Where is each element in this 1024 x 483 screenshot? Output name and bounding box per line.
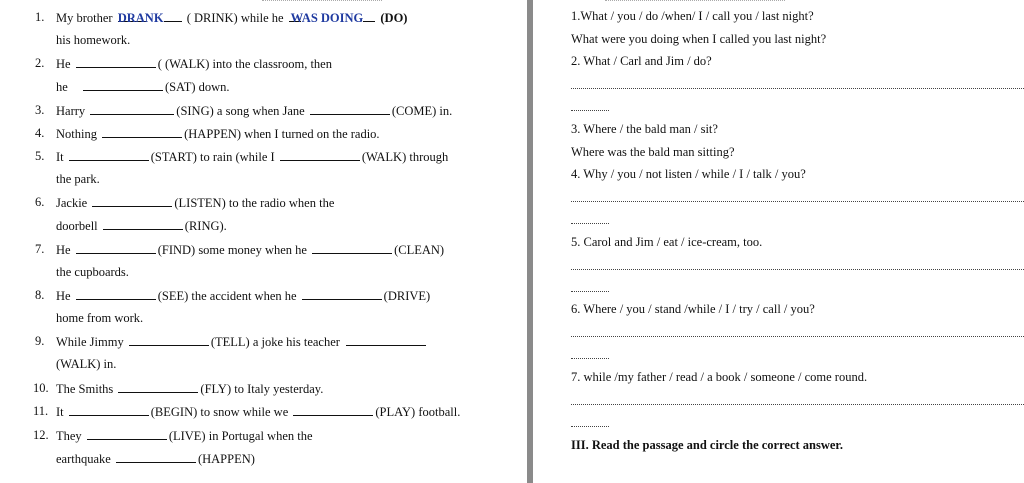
- item-number: 7.: [35, 242, 45, 256]
- answer-blank: [69, 404, 149, 416]
- item-text: He: [56, 57, 74, 71]
- item-text: his homework.: [56, 33, 131, 47]
- item-text: My brother: [56, 11, 116, 25]
- item-text: (BEGIN) to snow while we: [150, 405, 292, 419]
- answer-blank: [363, 10, 375, 22]
- prompt-2: 2. What / Carl and Jim / do?: [571, 54, 712, 68]
- answer-dotted-line: [571, 269, 1024, 270]
- answer-blank: [164, 10, 182, 22]
- item-text: ( (WALK) into the classroom, then: [157, 57, 332, 71]
- answer-blank: [102, 126, 182, 138]
- prompt-4: 4. Why / you / not listen / while / I / talk / you?: [571, 167, 806, 181]
- item-text: Nothing: [56, 127, 101, 141]
- item-number: 4.: [35, 126, 45, 140]
- item-text: It: [56, 405, 67, 419]
- answer-blank: [103, 218, 183, 230]
- prompt-5: 5. Carol and Jim / eat / ice-cream, too.: [571, 235, 763, 249]
- answer-dotted-line-short: [571, 291, 609, 292]
- answer-blank: [87, 428, 167, 440]
- item-text: he: [56, 80, 71, 94]
- answer-dotted-line-short: [571, 358, 609, 359]
- item-text: (WALK) through: [361, 150, 449, 164]
- prompt-1: 1.What / you / do /when/ I / call you / last night?: [571, 9, 814, 23]
- item-text: While Jimmy: [56, 335, 127, 349]
- answer-blank: [310, 103, 390, 115]
- answer-blank: [346, 334, 426, 346]
- answer-blank: [83, 79, 163, 91]
- item-text: home from work.: [56, 311, 144, 325]
- item-text: (DRIVE): [383, 289, 431, 303]
- answer-dotted-line: [571, 88, 1024, 89]
- item-text: (LIVE) in Portugal when the: [168, 429, 313, 443]
- answer-blank: [92, 195, 172, 207]
- item-text: They: [56, 429, 85, 443]
- item-number: 5.: [35, 149, 45, 163]
- item-text: He: [56, 289, 74, 303]
- item-text: He: [56, 243, 74, 257]
- answer-blank: [69, 149, 149, 161]
- item-text: (HAPPEN): [197, 452, 255, 466]
- item-number: 8.: [35, 288, 45, 302]
- item-text: earthquake: [56, 452, 114, 466]
- answer-dotted-line: [571, 404, 1024, 405]
- item-number: 11.: [33, 404, 49, 418]
- answer-dotted-line-short: [571, 426, 609, 427]
- answer-blank: [76, 288, 156, 300]
- answer-blank: [116, 451, 196, 463]
- item-number: 3.: [35, 103, 45, 117]
- item-text: It: [56, 150, 67, 164]
- item-text: Jackie: [56, 196, 91, 210]
- item-text: The Smiths: [56, 382, 117, 396]
- item-number: 6.: [35, 195, 45, 209]
- item-text: the park.: [56, 172, 100, 186]
- answer-blank: [90, 103, 174, 115]
- item-number: 12.: [33, 428, 49, 442]
- item-text: Harry: [56, 104, 89, 118]
- answer-dotted-line: [571, 201, 1024, 202]
- item-text: (SEE) the accident when he: [157, 289, 300, 303]
- prompt-7: 7. while /my father / read / a book / someone / come round.: [571, 370, 868, 384]
- item-text: (HAPPEN) when I turned on the radio.: [184, 127, 380, 141]
- top-dotted-remnant-left: [262, 0, 382, 1]
- answer-blank: [293, 404, 373, 416]
- filled-answer-was-doing: WAS DOING: [290, 11, 364, 25]
- item-text: (PLAY) football.: [375, 405, 461, 419]
- answer-blank: [76, 56, 156, 68]
- item-number: 2.: [35, 56, 45, 70]
- filled-answer-drank: DRANK: [117, 11, 164, 25]
- prompt-3: 3. Where / the bald man / sit?: [571, 122, 718, 136]
- item-text: (LISTEN) to the radio when the: [174, 196, 335, 210]
- item-text: (SAT) down.: [164, 80, 230, 94]
- answer-blank: [118, 381, 198, 393]
- answer-blank: [76, 242, 156, 254]
- item-text: (RING).: [184, 219, 227, 233]
- item-number: 9.: [35, 334, 45, 348]
- item-text: doorbell: [56, 219, 101, 233]
- item-text: (DO): [377, 11, 408, 25]
- answer-blank: [280, 149, 360, 161]
- item-text: (FLY) to Italy yesterday.: [200, 382, 324, 396]
- answer-blank: [302, 288, 382, 300]
- item-number: 1.: [35, 10, 45, 24]
- item-text: (COME) in.: [391, 104, 453, 118]
- section-heading: III. Read the passage and circle the correct answer.: [571, 438, 843, 452]
- item-text: (START) to rain (while I: [150, 150, 278, 164]
- answer-3: Where was the bald man sitting?: [571, 145, 735, 159]
- answer-dotted-line-short: [571, 110, 609, 111]
- answer-blank: [129, 334, 209, 346]
- item-text: the cupboards.: [56, 265, 129, 279]
- item-text: (CLEAN): [394, 243, 445, 257]
- item-text: (FIND) some money when he: [157, 243, 311, 257]
- answer-1: What were you doing when I called you last night?: [571, 32, 827, 46]
- answer-dotted-line: [571, 336, 1024, 337]
- item-text: (WALK) in.: [56, 357, 117, 371]
- answer-dotted-line-short: [571, 223, 609, 224]
- item-text: (SING) a song when Jane: [176, 104, 308, 118]
- item-text: ( DRINK) while he: [183, 11, 287, 25]
- top-dotted-remnant-right: [605, 0, 785, 1]
- answer-blank: [312, 242, 392, 254]
- item-text: (TELL) a joke his teacher: [210, 335, 340, 349]
- item-number: 10.: [33, 381, 49, 395]
- prompt-6: 6. Where / you / stand /while / I / try / call / you?: [571, 302, 815, 316]
